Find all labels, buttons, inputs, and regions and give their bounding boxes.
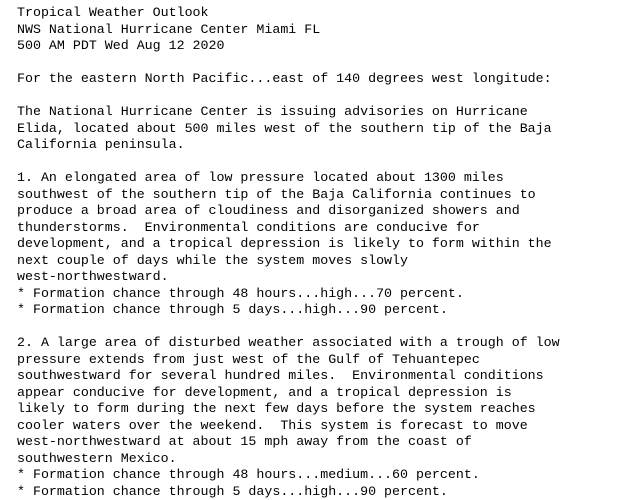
system-2-line: southwestern Mexico. <box>17 451 560 468</box>
advisory-line: The National Hurricane Center is issuing advisories on Hurricane <box>17 104 560 121</box>
issuing-office: NWS National Hurricane Center Miami FL <box>17 22 560 39</box>
system-2-line: appear conducive for development, and a tropical depression is <box>17 385 560 402</box>
system-2-line: southwestward for several hundred miles. Environmental conditions <box>17 368 560 385</box>
system-2-line: likely to form during the next few days before the system reaches <box>17 401 560 418</box>
region-heading: For the eastern North Pacific...east of 140 degrees west longitude: <box>17 71 560 88</box>
outlook-document <box>17 5 560 500</box>
system-1-line: 1. An elongated area of low pressure located about 1300 miles <box>17 170 560 187</box>
system-2-line: west-northwestward at about 15 mph away from the coast of <box>17 434 560 451</box>
system-1-line: southwest of the southern tip of the Baja California continues to <box>17 187 560 204</box>
issue-time: 500 AM PDT Wed Aug 12 2020 <box>17 38 560 55</box>
system-2-chance-5d: * Formation chance through 5 days...high...90 percent. <box>17 484 560 500</box>
system-2-line: 2. A large area of disturbed weather associated with a trough of low <box>17 335 560 352</box>
system-1-line: next couple of days while the system moves slowly <box>17 253 560 270</box>
blank-line <box>17 88 560 105</box>
system-1-line: west-northwestward. <box>17 269 560 286</box>
system-2-chance-48h: * Formation chance through 48 hours...medium...60 percent. <box>17 467 560 484</box>
blank-line <box>17 319 560 336</box>
system-2-line: cooler waters over the weekend. This system is forecast to move <box>17 418 560 435</box>
system-2-line: pressure extends from just west of the Gulf of Tehuantepec <box>17 352 560 369</box>
system-1-line: thunderstorms. Environmental conditions are conducive for <box>17 220 560 237</box>
advisory-line: Elida, located about 500 miles west of the southern tip of the Baja <box>17 121 560 138</box>
outlook-title: Tropical Weather Outlook <box>17 5 560 22</box>
blank-line <box>17 154 560 171</box>
advisory-line: California peninsula. <box>17 137 560 154</box>
blank-line <box>17 55 560 72</box>
system-1-chance-48h: * Formation chance through 48 hours...high...70 percent. <box>17 286 560 303</box>
system-1-line: produce a broad area of cloudiness and disorganized showers and <box>17 203 560 220</box>
system-1-line: development, and a tropical depression is likely to form within the <box>17 236 560 253</box>
system-1-chance-5d: * Formation chance through 5 days...high...90 percent. <box>17 302 560 319</box>
